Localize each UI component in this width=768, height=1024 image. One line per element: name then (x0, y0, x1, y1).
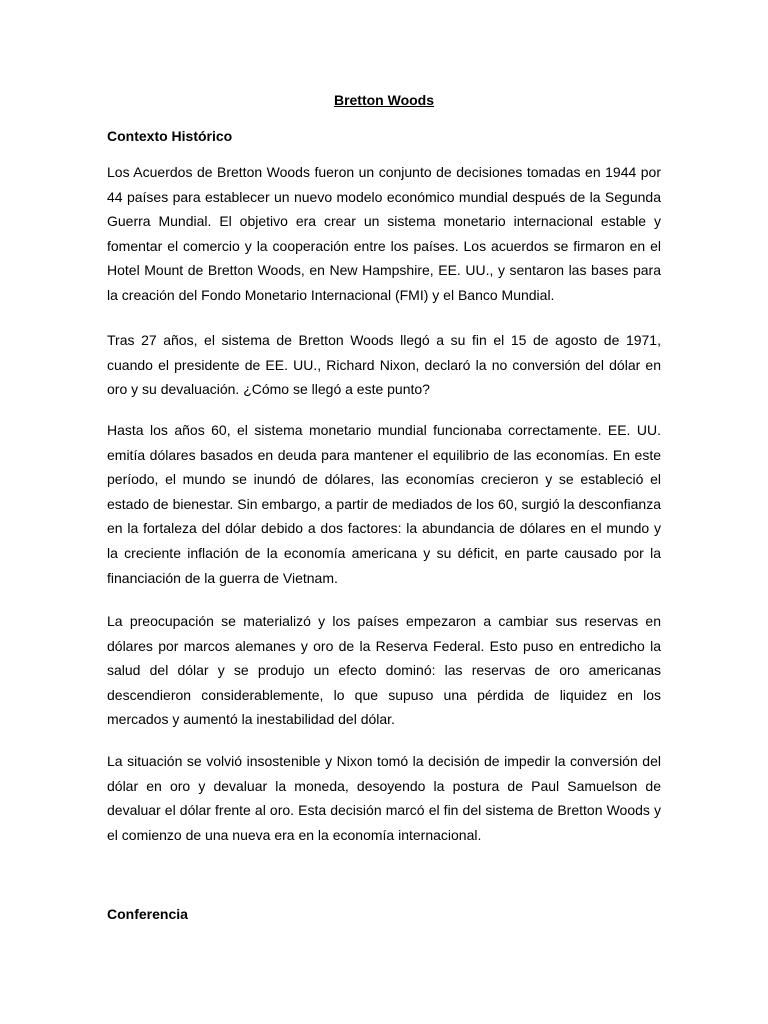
section-heading-conferencia: Conferencia (107, 906, 188, 922)
paragraph: La situación se volvió insostenible y Nixon tomó la decisión de impedir la conversión del dólar en oro y devaluar la moneda, desoyendo la postura de Paul Samuelson de devaluar el dólar frente al oro. Esta decisión marcó el fin del sistema de Bretton Woods y el comienzo de una nueva era en la economía internacional. (107, 753, 661, 843)
section-heading-contexto-historico: Contexto Histórico (107, 128, 233, 144)
paragraph: La preocupación se materializó y los países empezaron a cambiar sus reservas en dólares por marcos alemanes y oro de la Reserva Federal. Esto puso en entredicho la salud del dólar y se produjo un efecto dominó: las reservas de oro americanas descendieron considerablemente, lo que supuso una pérdida de liquidez en los mercados y aumentó la inestabilidad del dólar. (107, 613, 661, 728)
paragraph: Hasta los años 60, el sistema monetario mundial funcionaba correctamente. EE. UU. emitía dólares basados en deuda para mantener el equilibrio de las economías. En este período, el mundo se inundó de dólares, las economías crecieron y se estableció el estado de bienestar. Sin embargo, a partir de mediados de los 60, surgió la desconfianza en la fortaleza del dólar debido a dos factores: la abundancia de dólares en el mundo y la creciente inflación de la economía americana y su déficit, en parte causado por la financiación de la guerra de Vietnam. (107, 422, 661, 586)
paragraph: Los Acuerdos de Bretton Woods fueron un conjunto de decisiones tomadas en 1944 por 44 países para establecer un nuevo modelo económico mundial después de la Segunda Guerra Mundial. El objetivo era crear un sistema monetario internacional estable y fomentar el comercio y la cooperación entre los países. Los acuerdos se firmaron en el Hotel Mount de Bretton Woods, en New Hampshire, EE. UU., y sentaron las bases para la creación del Fondo Monetario Internacional (FMI) y el Banco Mundial. (107, 164, 661, 303)
document-title: Bretton Woods (333, 92, 435, 108)
paragraph: Tras 27 años, el sistema de Bretton Woods llegó a su fin el 15 de agosto de 1971, cuando el presidente de EE. UU., Richard Nixon, declaró la no conversión del dólar en oro y su devaluación. ¿Cómo se llegó a este punto? (107, 332, 661, 398)
